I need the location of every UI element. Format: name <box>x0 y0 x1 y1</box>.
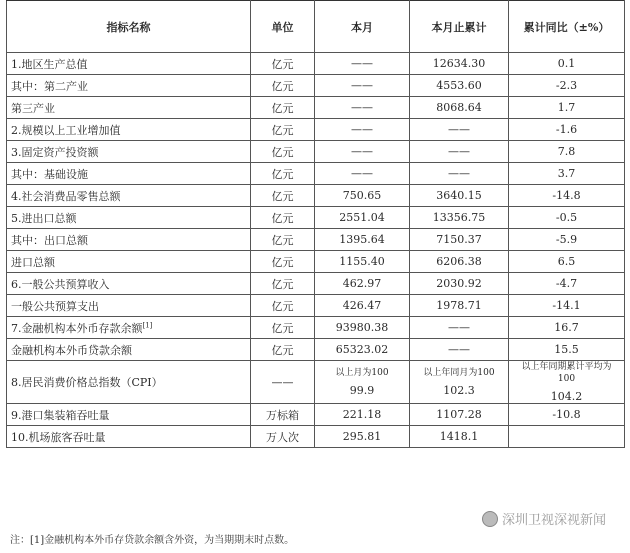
row-name-text: 1.地区生产总值 <box>11 57 88 71</box>
table-row <box>7 295 625 317</box>
cpi-value: 104.2 <box>550 390 583 403</box>
row-this-month: —— <box>315 97 410 119</box>
row-indicator-name <box>7 229 251 251</box>
watermark-text: 深圳卫视深视新闻 <box>502 513 607 528</box>
table-row <box>7 207 625 229</box>
row-cumulative: —— <box>410 163 509 185</box>
row-yoy: 6.5 <box>509 251 625 273</box>
row-name-text: 9.港口集装箱吞吐量 <box>11 408 110 422</box>
cpi-value: 99.9 <box>349 384 375 397</box>
row-unit: 亿元 <box>251 53 315 75</box>
row-yoy: 1.7 <box>509 97 625 119</box>
row-unit: —— <box>251 361 315 404</box>
row-yoy: -5.9 <box>509 229 625 251</box>
row-unit: 亿元 <box>251 273 315 295</box>
row-indicator-name <box>7 207 251 229</box>
row-yoy: -14.8 <box>509 185 625 207</box>
row-name-text: 其中：出口总额 <box>11 233 88 247</box>
row-yoy: 3.7 <box>509 163 625 185</box>
row-cumulative: —— <box>410 119 509 141</box>
row-cumulative <box>410 361 509 404</box>
row-name-text: 金融机构本外币贷款余额 <box>11 343 132 357</box>
row-this-month: 462.97 <box>315 273 410 295</box>
row-this-month <box>315 361 410 404</box>
row-indicator-name <box>7 251 251 273</box>
table-row <box>7 251 625 273</box>
header-unit: 单位 <box>251 1 315 53</box>
row-name-text: 6.一般公共预算收入 <box>11 277 110 291</box>
row-this-month: 750.65 <box>315 185 410 207</box>
row-cumulative: 1107.28 <box>410 404 509 426</box>
row-name-text: 第三产业 <box>11 101 55 115</box>
row-name-text: 进口总额 <box>11 255 55 269</box>
cpi-base-note: 以上年同期累计平均为100 <box>521 362 612 384</box>
row-yoy: 0.1 <box>509 53 625 75</box>
row-unit: 亿元 <box>251 339 315 361</box>
row-this-month: 1155.40 <box>315 251 410 273</box>
row-indicator-name <box>7 119 251 141</box>
table-row <box>7 141 625 163</box>
row-cumulative: 1418.1 <box>410 426 509 448</box>
row-name-text: 5.进出口总额 <box>11 211 77 225</box>
row-indicator-name <box>7 163 251 185</box>
row-unit: 万标箱 <box>251 404 315 426</box>
row-indicator-name <box>7 185 251 207</box>
row-indicator-name <box>7 273 251 295</box>
footnote-marker: [1] <box>142 320 153 329</box>
row-name-text: 一般公共预算支出 <box>11 299 99 313</box>
table-row <box>7 339 625 361</box>
row-yoy <box>509 361 625 404</box>
row-unit: 亿元 <box>251 207 315 229</box>
row-cumulative: —— <box>410 141 509 163</box>
row-yoy: -14.1 <box>509 295 625 317</box>
table-row <box>7 404 625 426</box>
row-name-text: 7.金融机构本外币存款余额 <box>11 321 143 335</box>
row-unit: 亿元 <box>251 229 315 251</box>
table-row <box>7 53 625 75</box>
row-this-month: 2551.04 <box>315 207 410 229</box>
row-cumulative: 12634.30 <box>410 53 509 75</box>
statistics-table <box>6 0 625 448</box>
watermark-logo-icon <box>482 511 498 527</box>
row-yoy: 15.5 <box>509 339 625 361</box>
row-yoy: 16.7 <box>509 317 625 339</box>
cpi-base-note: 以上月为100 <box>335 368 389 378</box>
row-this-month: 93980.38 <box>315 317 410 339</box>
header-yoy: 累计同比（±%） <box>509 1 625 53</box>
header-cumulative: 本月止累计 <box>410 1 509 53</box>
row-yoy <box>509 426 625 448</box>
row-yoy: -1.6 <box>509 119 625 141</box>
row-unit: 亿元 <box>251 97 315 119</box>
table-row <box>7 426 625 448</box>
row-cumulative: 4553.60 <box>410 75 509 97</box>
row-this-month: —— <box>315 163 410 185</box>
table-row-cpi <box>7 361 625 404</box>
row-cumulative: 13356.75 <box>410 207 509 229</box>
row-this-month: —— <box>315 119 410 141</box>
row-indicator-name <box>7 426 251 448</box>
row-this-month: —— <box>315 141 410 163</box>
row-unit: 亿元 <box>251 295 315 317</box>
table-row <box>7 163 625 185</box>
table-row <box>7 273 625 295</box>
row-this-month: —— <box>315 53 410 75</box>
row-this-month: —— <box>315 75 410 97</box>
watermark <box>479 508 609 529</box>
cpi-value: 102.3 <box>443 384 475 397</box>
row-name-text: 3.固定资产投资额 <box>11 145 99 159</box>
table-row <box>7 185 625 207</box>
row-name-text: 2.规模以上工业增加值 <box>11 123 121 137</box>
table-row <box>7 119 625 141</box>
row-cumulative: 6206.38 <box>410 251 509 273</box>
table-row <box>7 75 625 97</box>
row-indicator-name <box>7 53 251 75</box>
row-yoy: 7.8 <box>509 141 625 163</box>
row-name-text: 10.机场旅客吞吐量 <box>11 430 106 444</box>
row-this-month: 295.81 <box>315 426 410 448</box>
row-indicator-name <box>7 97 251 119</box>
row-this-month: 221.18 <box>315 404 410 426</box>
row-indicator-name: 8.居民消费价格总指数（CPI） <box>7 361 251 404</box>
row-name-text: 其中：基础设施 <box>11 167 88 181</box>
row-unit: 亿元 <box>251 75 315 97</box>
row-indicator-name <box>7 404 251 426</box>
row-cumulative: —— <box>410 339 509 361</box>
table-row <box>7 317 625 339</box>
row-unit: 亿元 <box>251 119 315 141</box>
row-cumulative: 7150.37 <box>410 229 509 251</box>
row-unit: 亿元 <box>251 141 315 163</box>
row-this-month: 65323.02 <box>315 339 410 361</box>
table-row <box>7 229 625 251</box>
row-indicator-name <box>7 75 251 97</box>
row-cumulative: 2030.92 <box>410 273 509 295</box>
table-header-row <box>7 1 625 53</box>
row-name-text: 其中：第二产业 <box>11 79 88 93</box>
row-unit: 亿元 <box>251 317 315 339</box>
row-cumulative: 1978.71 <box>410 295 509 317</box>
row-cumulative: 8068.64 <box>410 97 509 119</box>
row-indicator-name <box>7 339 251 361</box>
row-yoy: -0.5 <box>509 207 625 229</box>
row-this-month: 426.47 <box>315 295 410 317</box>
footnote: 注：[1]金融机构本外币存贷款余额含外资，为当期期末时点数。 <box>10 535 295 546</box>
row-indicator-name <box>7 141 251 163</box>
row-name-text: 4.社会消费品零售总额 <box>11 189 121 203</box>
row-yoy: -10.8 <box>509 404 625 426</box>
row-indicator-name <box>7 317 251 339</box>
row-unit: 亿元 <box>251 185 315 207</box>
row-unit: 亿元 <box>251 251 315 273</box>
cpi-base-note: 以上年同月为100 <box>423 368 495 378</box>
header-this-month: 本月 <box>315 1 410 53</box>
row-unit: 万人次 <box>251 426 315 448</box>
row-yoy: -2.3 <box>509 75 625 97</box>
row-unit: 亿元 <box>251 163 315 185</box>
table-row <box>7 97 625 119</box>
row-cumulative: —— <box>410 317 509 339</box>
row-yoy: -4.7 <box>509 273 625 295</box>
row-this-month: 1395.64 <box>315 229 410 251</box>
row-cumulative: 3640.15 <box>410 185 509 207</box>
row-indicator-name <box>7 295 251 317</box>
header-indicator-name: 指标名称 <box>7 1 251 53</box>
